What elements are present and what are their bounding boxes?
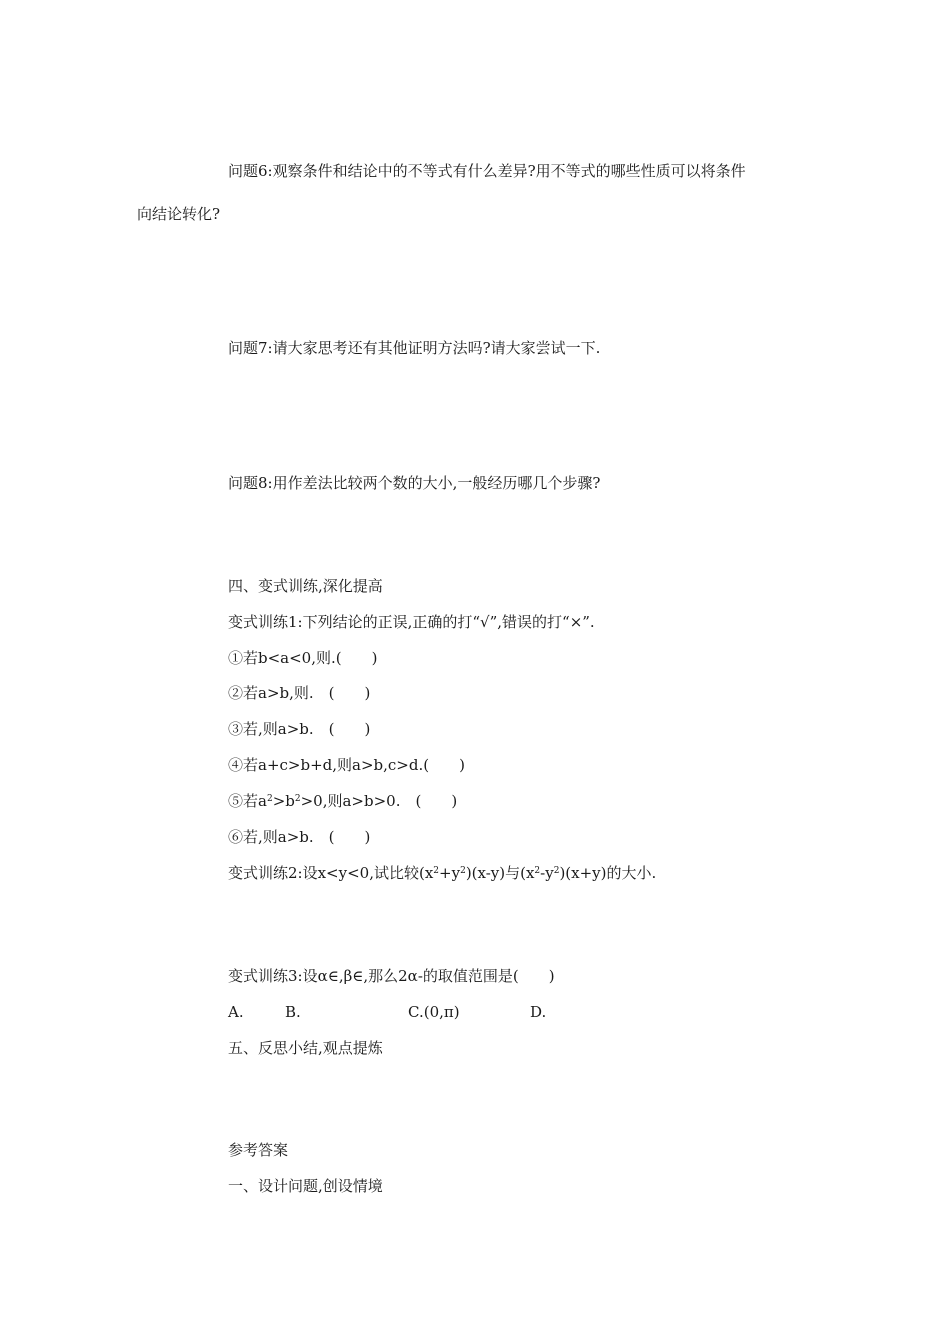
exercise-1-item-2: ②若a>b,则. ( ) (228, 684, 371, 702)
exercise-1-item-3: ③若,则a>b. ( ) (228, 720, 371, 738)
exercise-1-item-5: ⑤若$a^2>b^2>0$,则a>b>0. ( ) (228, 792, 458, 810)
exercise-1-item-1: ①若b<a<0,则.( ) (228, 649, 378, 667)
exercise-3-intro: 变式训练3:设α∈,β∈,那么2α-的取值范围是( ) (228, 967, 555, 985)
exercise-2: 变式训练2:设x<y<0,试比较$(x^2+y^2)(x-y)$与$(x^2-y^2)(x+y)$的大小. (228, 864, 657, 882)
answers-title: 参考答案 (228, 1141, 289, 1159)
section-1-heading: 一、设计问题,创设情境 (228, 1177, 383, 1195)
exercise-1-item-6: ⑥若,则a>b. ( ) (228, 828, 371, 846)
exercise-1-item-4: ④若a+c>b+d,则a>b,c>d.( ) (228, 756, 465, 774)
question-8: 问题8:用作差法比较两个数的大小,一般经历哪几个步骤? (228, 474, 601, 492)
question-7: 问题7:请大家思考还有其他证明方法吗?请大家尝试一下. (228, 339, 601, 357)
section-4-heading: 四、变式训练,深化提高 (228, 577, 383, 595)
option-b: B. (285, 1003, 301, 1021)
option-a: A. (228, 1003, 244, 1021)
question-6-line-2: 向结论转化? (137, 205, 221, 223)
exercise-1-intro: 变式训练1:下列结论的正误,正确的打“√”,错误的打“×”. (228, 613, 595, 631)
section-5-heading: 五、反思小结,观点提炼 (228, 1039, 383, 1057)
question-6-line-1: 问题6:观察条件和结论中的不等式有什么差异?用不等式的哪些性质可以将条件 (228, 162, 746, 180)
option-c: C.(0,π) (408, 1003, 460, 1021)
option-d: D. (530, 1003, 547, 1021)
